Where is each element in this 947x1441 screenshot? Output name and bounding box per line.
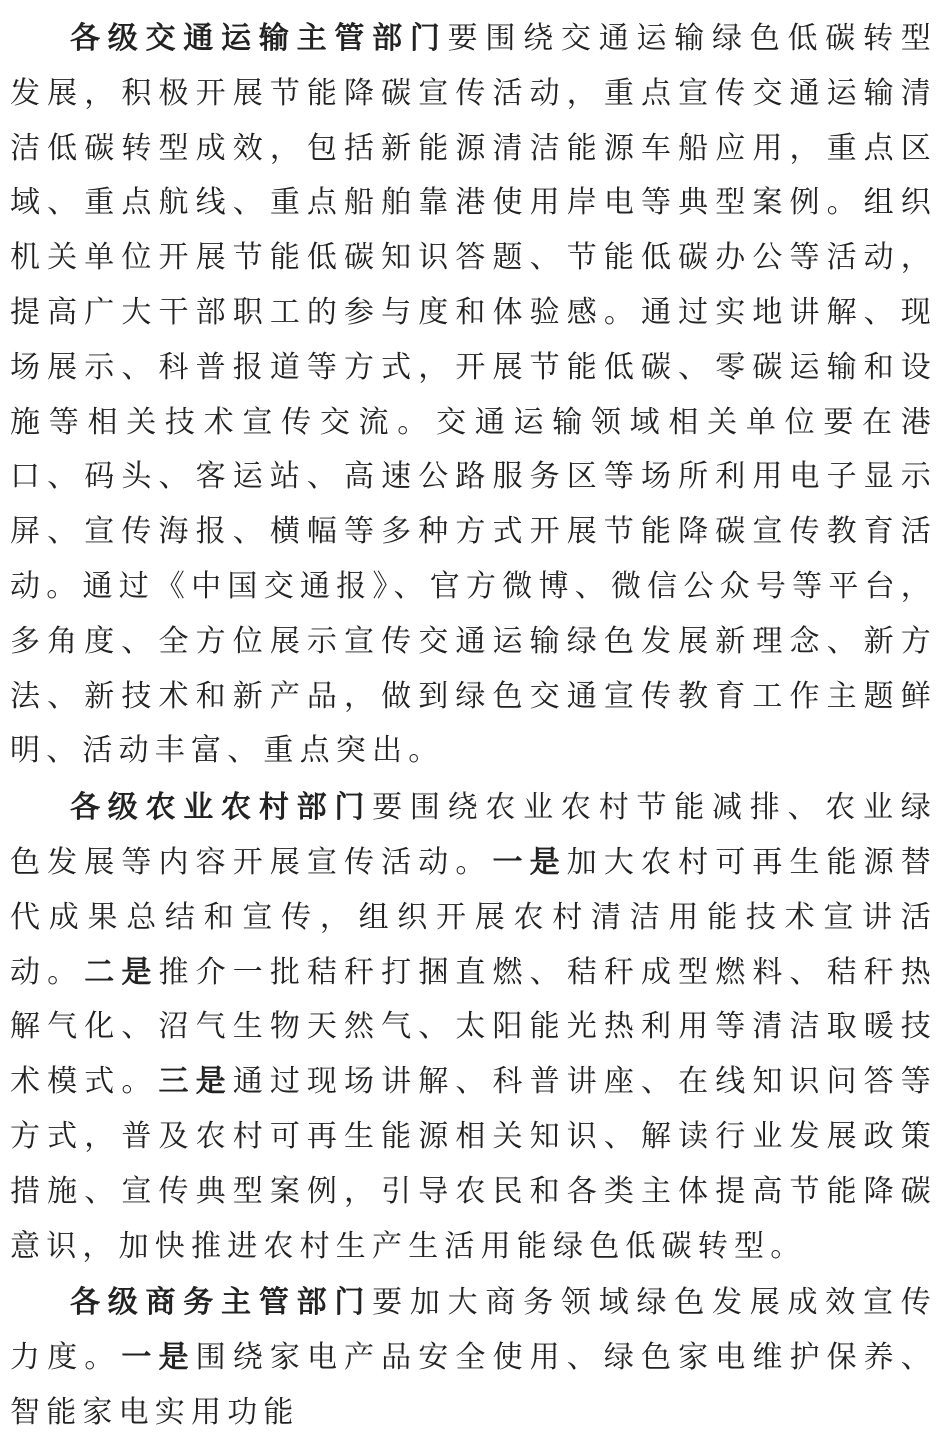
paragraph-lead-transport: 各级交通运输主管部门 [70, 21, 448, 56]
paragraph-text: 要围绕农业农村节能减排、农业绿色发展等内容开展宣传活动。 [10, 790, 937, 880]
list-marker-third: 三是 [158, 1064, 233, 1100]
paragraph-text: 要围绕交通运输绿色低碳转型发展，积极开展节能降碳宣传活动，重点宣传交通运输清洁低碳转型成效，包括新能源清洁能源车船应用，重点区域、重点航线、重点船舶靠港使用岸电等典型案例。组织机关单位开展节能低碳知识答题、节能低碳办公等活动，提高广大干部职工的参与度和体验感。通过实地讲解、现场展示、科普报道等方式，开展节能低碳、零碳运输和设施等相关技术宣传交流。交通运输领域相关单位要在港口、码头、客运站、高速公路服务区等场所利用电子显示屏、宣传海报、横幅等多种方式开展节能降碳宣传教育活动。通过《中国交通报》、官方微博、微信公众号等平台，多角度、全方位展示宣传交通运输绿色发展新理念、新方法、新技术和新产品，做到绿色交通宣传教育工作主题鲜明、活动丰富、重点突出。 [10, 21, 937, 769]
paragraph-text: 通过现场讲解、科普讲座、在线知识问答等方式，普及农村可再生能源相关知识、解读行业发展政策措施、宣传典型案例，引导农民和各类主体提高节能降碳意识，加快推进农村生产生活用能绿色低碳转型。 [10, 1064, 937, 1264]
list-marker-second: 二是 [84, 954, 159, 990]
list-marker-first: 一是 [492, 844, 567, 880]
paragraph-text: 围绕家电产品安全使用、绿色家电维护保养、智能家电实用功能 [10, 1340, 937, 1430]
paragraph-commerce [10, 1276, 937, 1440]
paragraph-text: 要加大商务领域绿色发展成效宣传力度。 [10, 1285, 937, 1376]
paragraph-text: 加大农村可再生能源替代成果总结和宣传，组织开展农村清洁用能技术宣讲活动。 [10, 844, 937, 990]
paragraph-lead-commerce: 各级商务主管部门 [70, 1285, 373, 1321]
paragraph-agriculture [10, 781, 937, 1274]
paragraph-transport [10, 12, 937, 779]
paragraph-text: 推介一批秸秆打捆直燃、秸秆成型燃料、秸秆热解气化、沼气生物天然气、太阳能光热利用等清洁取暖技术模式。 [10, 954, 937, 1100]
list-marker-first: 一是 [121, 1340, 196, 1376]
paragraph-lead-agriculture: 各级农业农村部门 [70, 790, 373, 826]
